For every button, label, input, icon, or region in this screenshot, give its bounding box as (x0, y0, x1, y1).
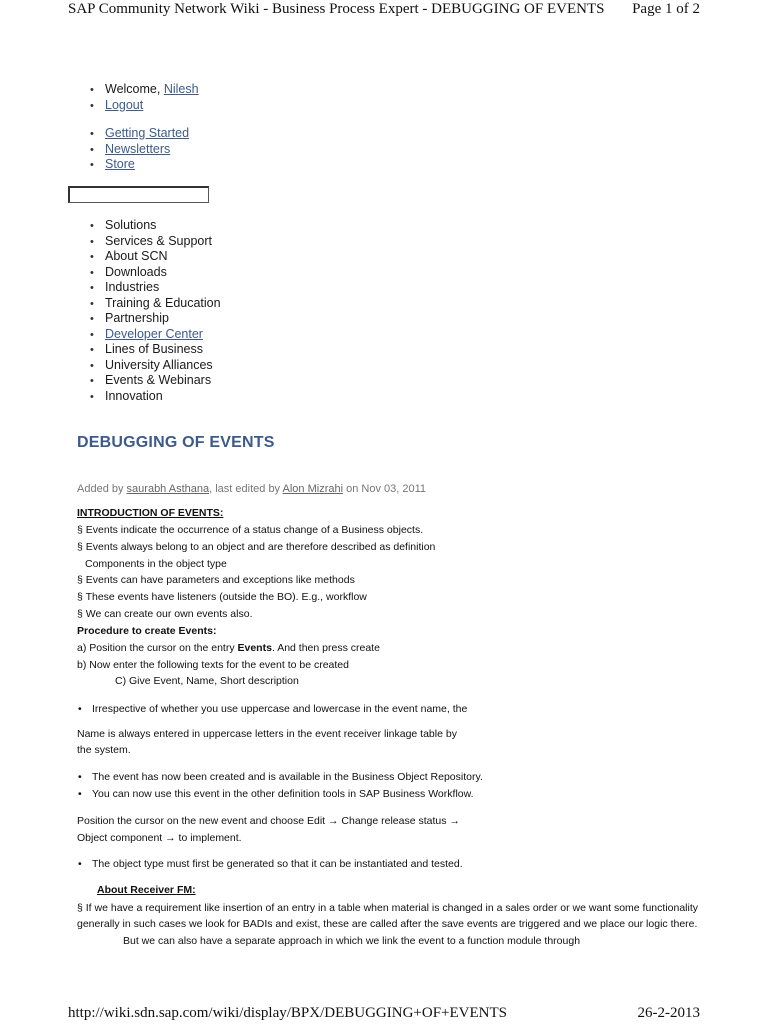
nav-item-events-webinars[interactable]: • Events & Webinars (90, 373, 221, 389)
nav-item-about-scn[interactable]: • About SCN (90, 249, 221, 265)
document-title: SAP Community Network Wiki - Business Process Expert - DEBUGGING OF EVENTS (68, 1, 605, 17)
receiver-heading: About Receiver FM: (97, 884, 196, 896)
bullet-created: • The event has now been created and is available in the Business Object Repository. (77, 771, 483, 783)
print-date: 26-2-2013 (637, 1005, 700, 1021)
main-nav (90, 218, 221, 404)
developer-center-link[interactable]: Developer Center (105, 326, 203, 341)
nav-item-downloads[interactable]: • Downloads (90, 265, 221, 281)
nav-item-industries[interactable]: • Industries (90, 280, 221, 296)
intro-item: § Events can have parameters and exceptions like methods (77, 574, 355, 586)
intro-item: § Events always belong to an object and are therefore described as definition (77, 541, 436, 553)
pdf-footer (0, 1005, 768, 1025)
receiver-para-line: But we can also have a separate approach in which we link the event to a function module through (123, 935, 581, 947)
quick-links (90, 126, 189, 173)
quick-link-item (90, 157, 189, 173)
intro-item: Components in the object type (85, 558, 227, 570)
intro-item: § Events indicate the occurrence of a status change of a Business objects. (77, 524, 424, 536)
nav-item-lines-of-business[interactable]: • Lines of Business (90, 342, 221, 358)
store-link[interactable]: Store (105, 157, 135, 171)
bullet-generated: • The object type must first be generated so that it can be instantiated and tested. (77, 858, 463, 870)
pdf-header (0, 0, 768, 22)
user-name-link[interactable]: Nilesh (163, 82, 199, 96)
procedure-heading: Procedure to create Events: (77, 625, 217, 637)
page-number: Page 1 of 2 (632, 1, 700, 17)
byline-edited: , last edited by (209, 483, 283, 495)
welcome-text: Welcome, (105, 82, 164, 96)
step-a-suffix: . And then press create (271, 642, 380, 654)
step-a-text: a) Position the cursor on the entry (77, 642, 238, 654)
intro-heading: INTRODUCTION OF EVENTS: (77, 507, 224, 519)
logout-item (90, 98, 199, 114)
editor-link[interactable]: Alon Mizrahi (282, 483, 344, 495)
page-title: DEBUGGING OF EVENTS (77, 434, 275, 451)
step-a (77, 642, 380, 654)
bullet-case: • Irrespective of whether you use uppercase and lowercase in the event name, the (77, 703, 467, 715)
page-url: http://wiki.sdn.sap.com/wiki/display/BPX/DEBUGGING+OF+EVENTS (68, 1005, 508, 1021)
step-b: b) Now enter the following texts for the event to be created (77, 659, 349, 671)
byline (77, 483, 426, 495)
receiver-para-line: generally in such cases we look for BADIs and exist, these are called after the save events are triggered and we place our logic there. (77, 918, 698, 930)
nav-item-services-support[interactable]: • Services & Support (90, 234, 221, 250)
position-para-line: Position the cursor on the new event and choose Edit → Change release status → (77, 815, 460, 827)
case-para-line: the system. (77, 744, 131, 756)
step-a-bold: Events (237, 642, 272, 654)
nav-item-university-alliances[interactable]: • University Alliances (90, 358, 221, 374)
quick-link-item (90, 126, 189, 142)
user-nav (90, 82, 199, 113)
quick-link-item (90, 142, 189, 158)
nav-item-partnership[interactable]: • Partnership (90, 311, 221, 327)
nav-item-training-education[interactable]: • Training & Education (90, 296, 221, 312)
logout-link[interactable]: Logout (105, 97, 144, 112)
intro-item: § These events have listeners (outside the BO). E.g., workflow (77, 591, 367, 603)
getting-started-link[interactable]: Getting Started (105, 126, 190, 140)
bullet-created: • You can now use this event in the other definition tools in SAP Business Workflow. (77, 788, 474, 800)
intro-item: § We can create our own events also. (77, 608, 253, 620)
nav-item-developer-center (90, 327, 221, 343)
nav-item-solutions[interactable]: • Solutions (90, 218, 221, 234)
search-input[interactable] (68, 186, 209, 203)
byline-added: Added by (77, 483, 127, 495)
case-para-line: Name is always entered in uppercase letters in the event receiver linkage table by (77, 728, 457, 740)
position-para-line: Object component → to implement. (77, 832, 242, 844)
newsletters-link[interactable]: Newsletters (105, 141, 171, 156)
step-c: C) Give Event, Name, Short description (115, 675, 299, 687)
author-link[interactable]: saurabh Asthana (126, 483, 210, 495)
byline-date: on Nov 03, 2011 (343, 483, 427, 495)
welcome-item (90, 82, 199, 98)
nav-item-innovation[interactable]: • Innovation (90, 389, 221, 405)
receiver-para-line: § If we have a requirement like insertion of an entry in a table when material is changed in a sales order or we want some functionality (77, 902, 698, 914)
